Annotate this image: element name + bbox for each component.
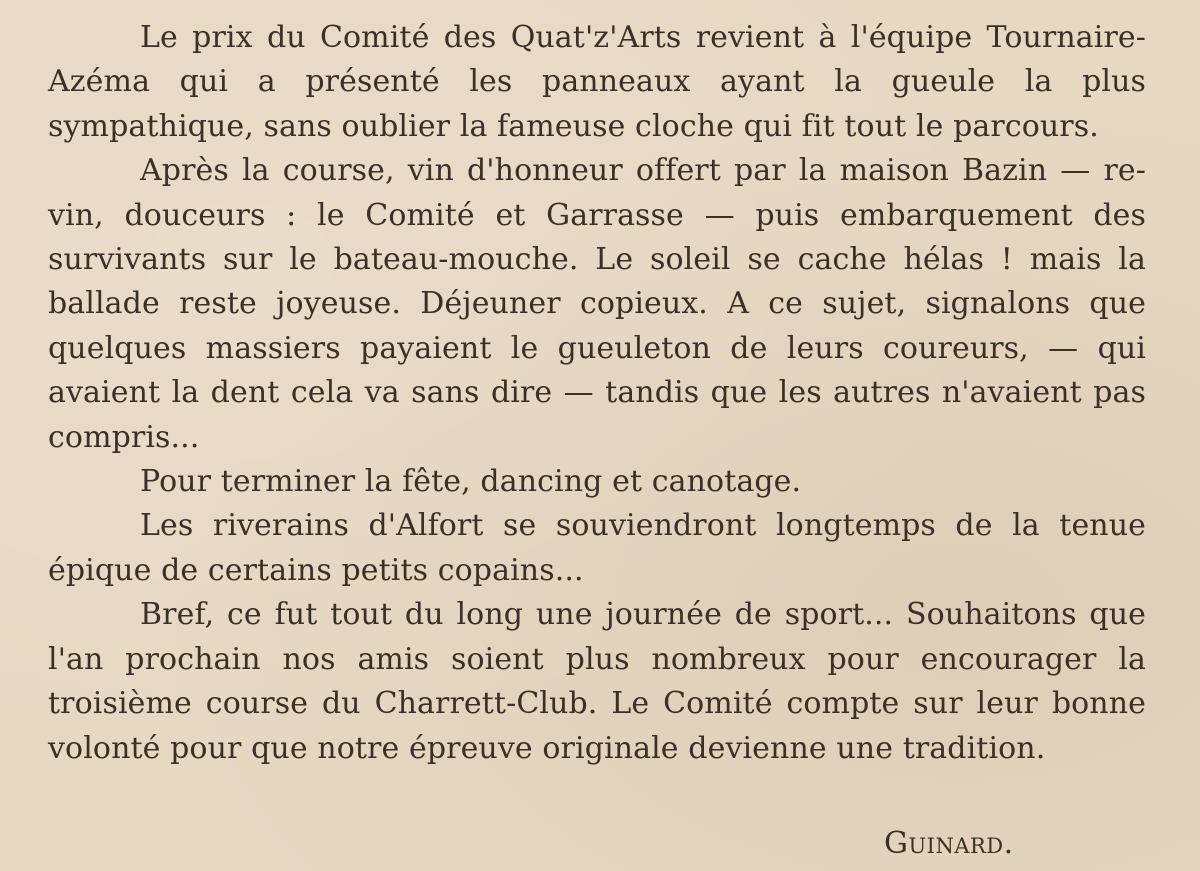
paragraph-after-race: Après la course, vin d'honneur offert par la maison Bazin — re-vin, douceurs : le Comité et Garrasse — puis embarquement des survivants sur le bateau-mouche. Le soleil se cache hélas ! mais la ballade reste joyeuse. Déjeuner copieux. A ce sujet, signalons que quelques massiers payaient le gueuleton de leurs coureurs, — qui avaient la dent cela va sans dire — tandis que les autres n'avaient pas compris...: [48, 153, 1146, 455]
paragraph-riverains: Les riverains d'Alfort se souviendront longtemps de la tenue épique de certains petits copains...: [48, 508, 1146, 588]
paragraph-party-end: Pour terminer la fête, dancing et canotage.: [140, 464, 802, 500]
paragraph-conclusion: Bref, ce fut tout du long une journée de sport... Souhaitons que l'an prochain nos amis soient plus nombreux pour encourager la troisième course du Charrett-Club. Le Comité compte sur leur bonne volonté pour que notre épreuve originale devienne une tradition.: [48, 597, 1146, 766]
article-body: [48, 16, 1146, 771]
author-signature: Guinard.: [884, 826, 1014, 861]
paragraph-prize: Le prix du Comité des Quat'z'Arts revient à l'équipe Tournaire-Azéma qui a présenté les panneaux ayant la gueule la plus sympathique, sans oublier la fameuse cloche qui fit tout le parcours.: [48, 20, 1146, 144]
